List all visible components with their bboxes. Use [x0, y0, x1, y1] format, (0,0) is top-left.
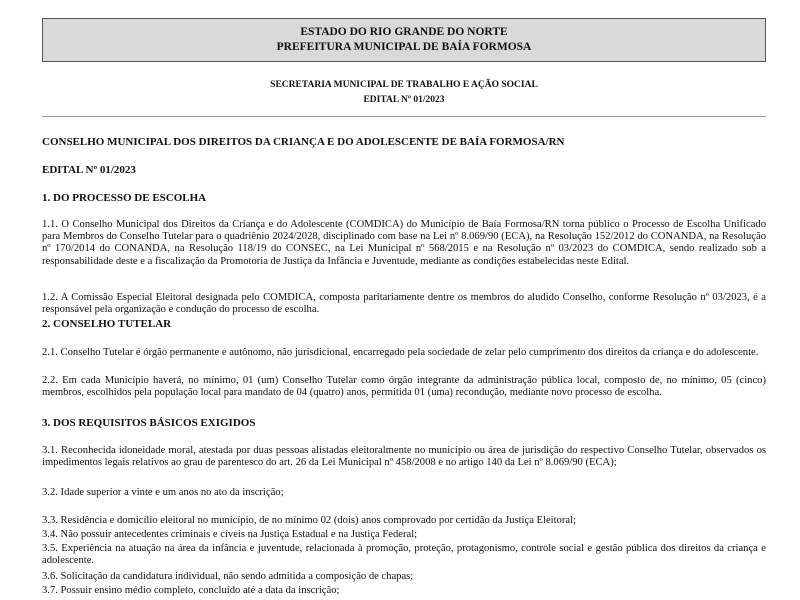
paragraph-3-4: 3.4. Não possuir antecedentes criminais e cíveis na Justiça Estadual e na Justiça Federal;: [42, 529, 418, 540]
document-subheader: [42, 78, 766, 108]
subheader-edital: EDITAL Nº 01/2023: [363, 95, 445, 105]
paragraph-2-1: 2.1. Conselho Tutelar é órgão permanente e autônomo, não jurisdicional, encarregado pela sociedade de zelar pelo cumprimento dos direitos da criança e do adolescente.: [42, 347, 759, 358]
paragraph-3-1: 3.1. Reconhecida idoneidade moral, atestada por duas pessoas alistadas eleitoralmente no município ou área de jurisdição do respectivo Conselho Tutelar, observados os impedimentos legais relativos ao grau de parentesco do art. 26 da Lei Municipal nº 458/2008 e no artigo 140 da Lei nº 8.069/90 (ECA);: [42, 445, 766, 469]
paragraph-3-2: 3.2. Idade superior a vinte e um anos no ato da inscrição;: [42, 487, 284, 498]
paragraph-3-3: 3.3. Residência e domicílio eleitoral no município, de no mínimo 02 (dois) anos comprovado por certidão da Justiça Eleitoral;: [42, 515, 576, 526]
subheader-secretariat: SECRETARIA MUNICIPAL DE TRABALHO E AÇÃO SOCIAL: [270, 80, 538, 90]
section-2-heading: 2. CONSELHO TUTELAR: [42, 318, 172, 330]
paragraph-3-6: 3.6. Solicitação da candidatura individual, não sendo admitida a composição de chapas;: [42, 571, 414, 582]
divider: [42, 116, 766, 117]
header-prefecture: PREFEITURA MUNICIPAL DE BAÍA FORMOSA: [276, 41, 532, 53]
paragraph-1-1: 1.1. O Conselho Municipal dos Direitos da Criança e do Adolescente (COMDICA) do Município de Baía Formosa/RN torna público o Processo de Escolha Unificado para Membros do Conselho Tutelar para o quadriênio 2024/2028, disciplinado com base na Lei nº 8.069/90 (ECA), na Resolução 152/2012 do CONANDA, na Resolução nº 170/2014 do CONANDA, na Resolução 118/19 do CONSEC, na Lei Municipal nº 568/2015 e na Resolução nº 03/2023 do COMDICA, sendo realizado sob a responsabilidade deste e a fiscalização da Promotoria de Justiça da Infância e Juventude, mediante as condições estabelecidas neste Edital.: [42, 219, 766, 267]
section-1-heading: 1. DO PROCESSO DE ESCOLHA: [42, 192, 207, 204]
section-3-heading: 3. DOS REQUISITOS BÁSICOS EXIGIDOS: [42, 417, 256, 429]
header-state: ESTADO DO RIO GRANDE DO NORTE: [300, 26, 508, 38]
paragraph-1-2: 1.2. A Comissão Especial Eleitoral designada pelo COMDICA, composta paritariamente dentre os membros do aludido Conselho, conforme Resolução nº 03/2023, é a responsável pela organização e condução do processo de escolha.: [42, 292, 766, 316]
paragraph-3-5: 3.5. Experiência na atuação na área da infância e juventude, relacionada à promoção, proteção, protagonismo, controle social e gestão pública dos direitos da criança e adolescente.: [42, 543, 766, 567]
edital-number: EDITAL Nº 01/2023: [42, 164, 136, 176]
paragraph-3-7: 3.7. Possuir ensino médio completo, concluído até a data da inscrição;: [42, 585, 340, 596]
document-header: [42, 18, 766, 62]
document-title: CONSELHO MUNICIPAL DOS DIREITOS DA CRIANÇA E DO ADOLESCENTE DE BAÍA FORMOSA/RN: [42, 136, 565, 148]
paragraph-2-2: 2.2. Em cada Município haverá, no mínimo, 01 (um) Conselho Tutelar como órgão integrante da administração pública local, composto de, no mínimo, 05 (cinco) membros, escolhidos pela população local para mandato de 04 (quatro) anos, permitida 01 (uma) recondução, mediante novo processo de escolha.: [42, 375, 766, 399]
